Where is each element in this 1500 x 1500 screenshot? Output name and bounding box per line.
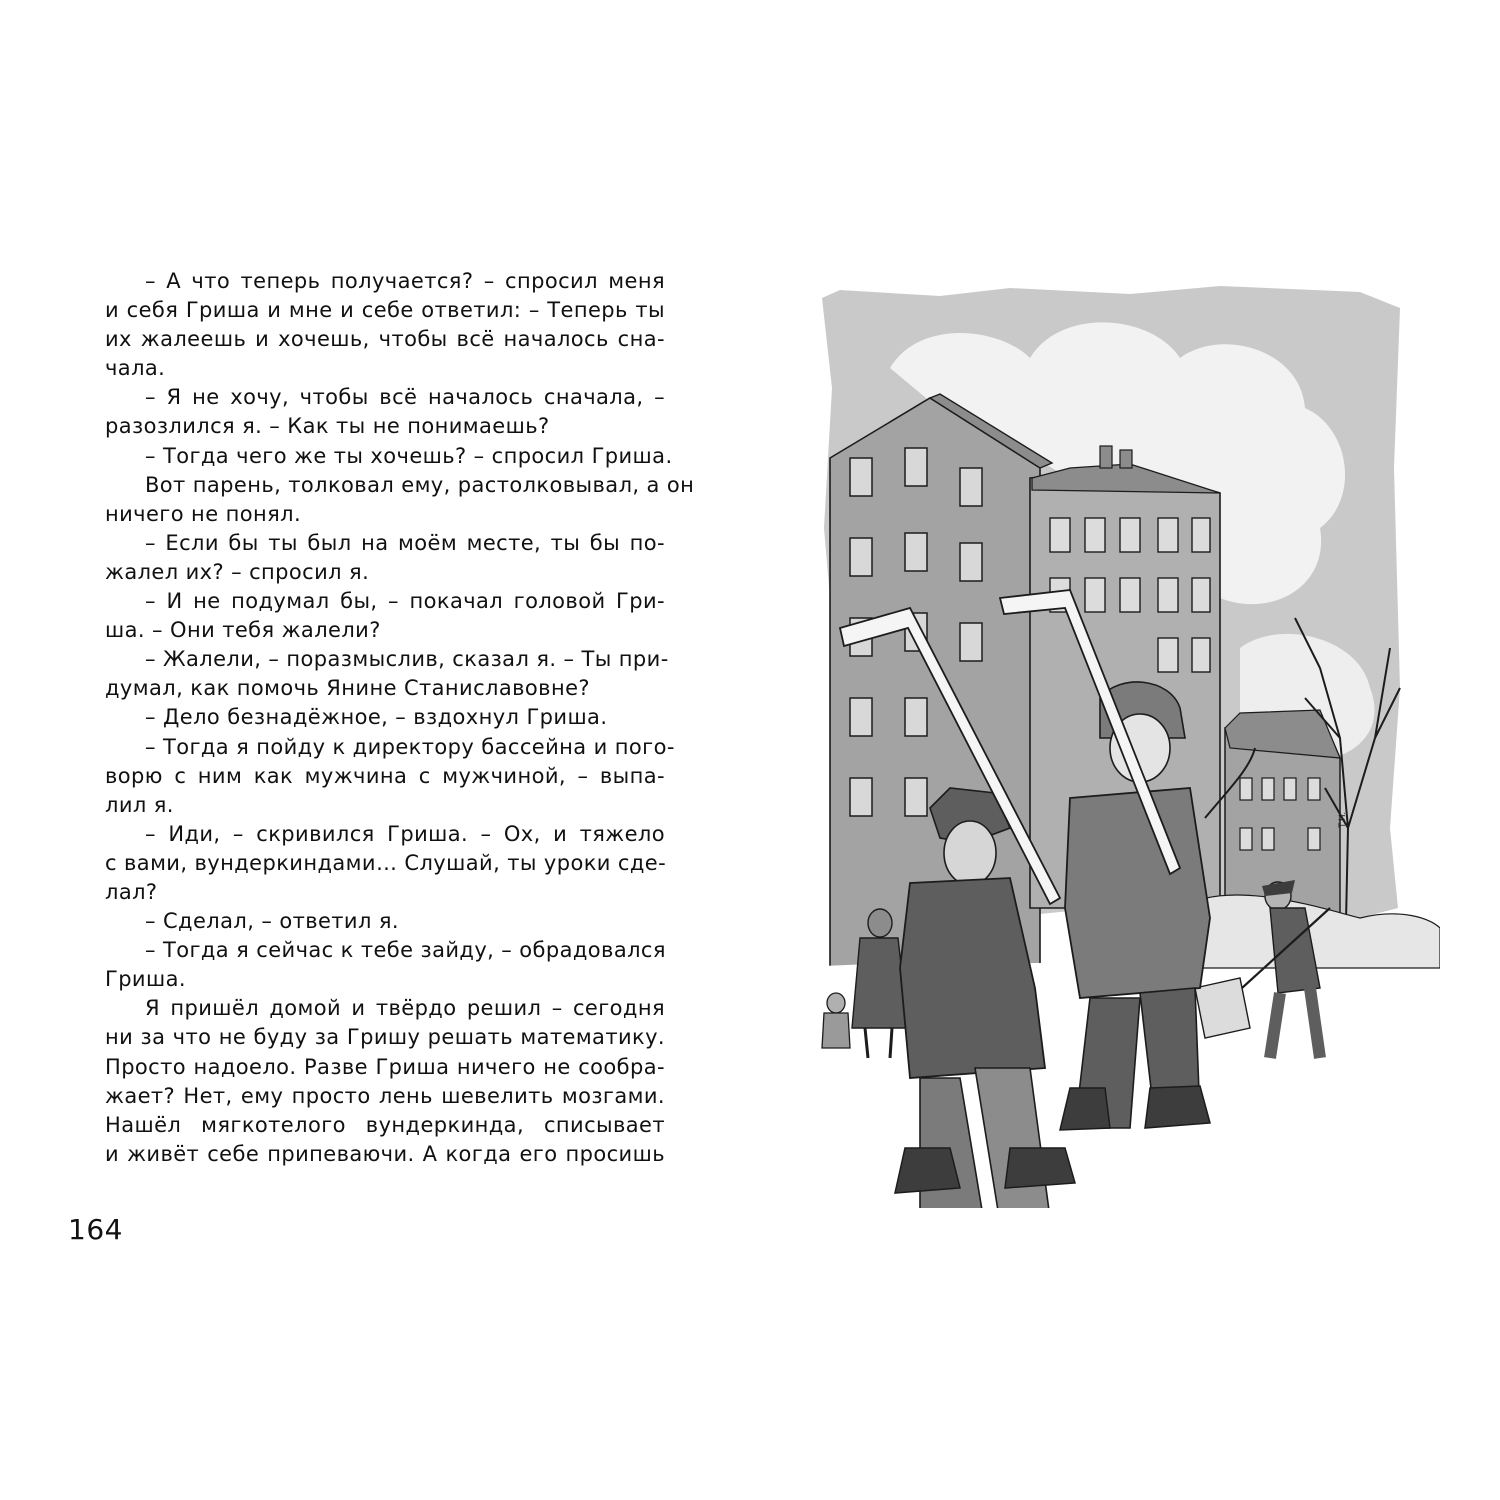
text-line: разозлился я. – Как ты не понимаешь? [105,414,550,439]
artist-signature: Т.Н. [1337,811,1347,828]
illustration-drawing [800,268,1440,1208]
text-line: лал? [105,879,158,904]
text-line: жалел их? – спросил я. [105,559,370,584]
text-line: – Сделал, – ответил я. [145,909,399,934]
text-line: и живёт себе припеваючи. А когда его просишь [105,1141,665,1166]
text-line: – Тогда я сейчас к тебе зайду, – обрадовался [145,938,666,963]
text-line: Гриша. [105,967,186,992]
text-line: и себя Гриша и мне и себе ответил: – Теперь ты [105,298,665,323]
text-line: ша. – Они тебя жалели? [105,618,381,643]
text-line: – Я не хочу, чтобы всё началось сначала, – [145,385,665,410]
text-line: их жалеешь и хочешь, чтобы всё началось сна- [105,327,665,352]
text-line: чала. [105,356,166,381]
text-line: Нашёл мягкотелого вундеркинда, списывает [105,1112,665,1137]
page-number: 164 [68,1213,123,1246]
text-line: лил я. [105,792,174,817]
text-line: – Дело безнадёжное, – вздохнул Гриша. [145,705,608,730]
text-line: жает? Нет, ему просто лень шевелить мозгами. [105,1083,665,1108]
text-line: Просто надоело. Разве Гриша ничего не сообра- [105,1054,665,1079]
text-line: Я пришёл домой и твёрдо решил – сегодня [145,996,665,1021]
text-line: ворю с ним как мужчина с мужчиной, – выпа- [105,763,665,788]
text-line: – Тогда я пойду к директору бассейна и пого- [145,734,675,759]
text-column [105,267,695,1169]
text-line: Вот парень, толковал ему, растолковывал, а он [145,472,695,497]
text-line: – Если бы ты был на моём месте, ты бы по- [145,530,665,555]
text-line: ни за что не буду за Гришу решать математику. [105,1025,665,1050]
text-line: с вами, вундеркиндами… Слушай, ты уроки сде- [105,850,667,875]
text-line: ничего не понял. [105,501,302,526]
text-line: – И не подумал бы, – покачал головой Гри- [145,589,665,614]
text-line: думал, как помочь Янине Станиславовне? [105,676,590,701]
illustration [800,268,1440,1208]
text-line: – Иди, – скривился Гриша. – Ох, и тяжело [145,821,665,846]
text-line: – Жалели, – поразмыслив, сказал я. – Ты при- [145,647,669,672]
text-line: – А что теперь получается? – спросил меня [145,269,665,293]
text-line: – Тогда чего же ты хочешь? – спросил Гриша. [145,443,673,468]
